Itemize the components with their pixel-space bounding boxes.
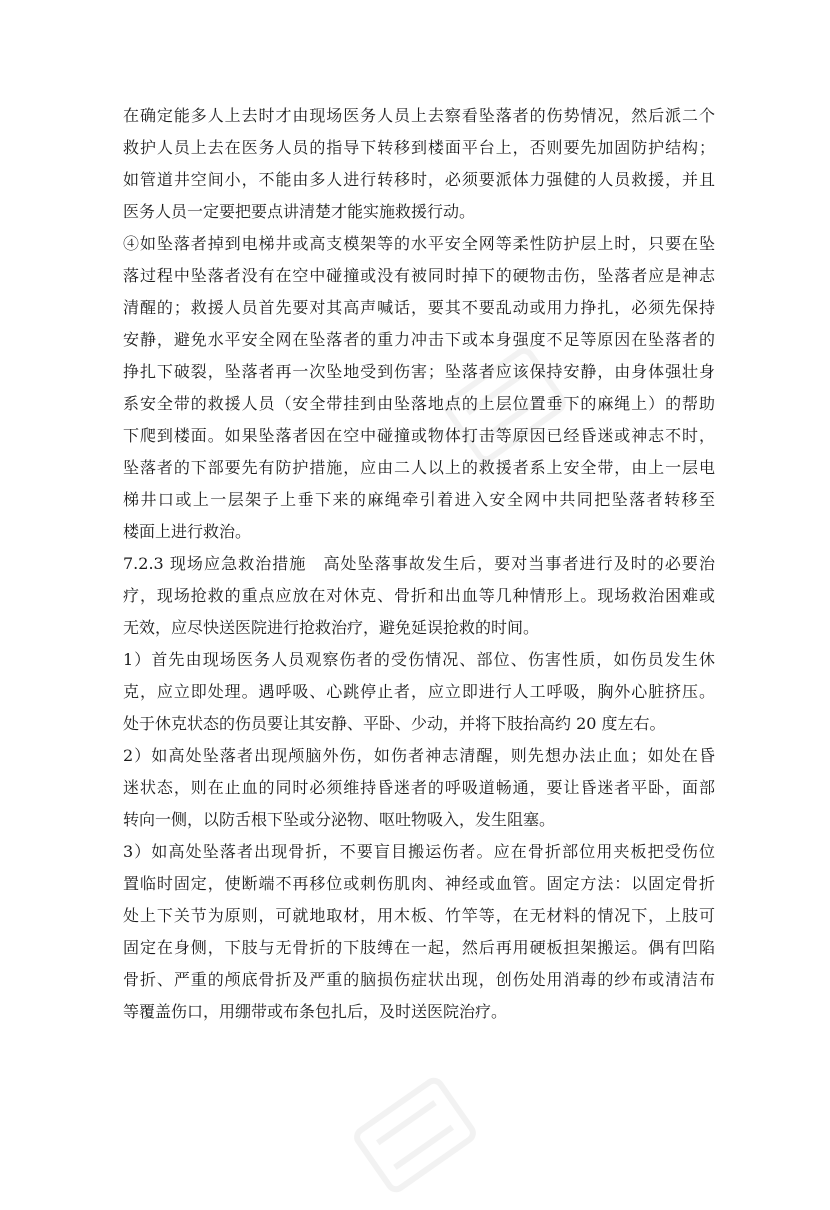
text-line: 在确定能多人上去时才由现场医务人员上去察看坠落者的伤势情况，然后派二个 — [123, 106, 715, 125]
text-line: 等覆盖伤口，用绷带或布条包扎后，及时送医院治疗。 — [123, 1002, 508, 1021]
text-line: 救护人员上去在医务人员的指导下转移到楼面平台上，否则要先加固防护结构； — [123, 138, 715, 157]
text-line: 无效，应尽快送医院进行抢救治疗，避免延误抢救的时间。 — [123, 618, 540, 637]
text-line: ④如坠落者掉到电梯井或高支模架等的水平安全网等柔性防护层上时，只要在坠 — [123, 234, 715, 253]
text-line: 处于休克状态的伤员要让其安静、平卧、少动，并将下肢抬高约 20 度左右。 — [123, 714, 666, 733]
text-line: 处上下关节为原则，可就地取材，用木板、竹竿等，在无材料的情况下，上肢可 — [123, 906, 715, 925]
text-line: 1）首先由现场医务人员观察伤者的受伤情况、部位、伤害性质，如伤员发生休 — [123, 650, 715, 669]
text-line: 转向一侧，以防舌根下坠或分泌物、呕吐物吸入，发生阻塞。 — [123, 810, 556, 829]
text-line: 落过程中坠落者没有在空中碰撞或没有被同时掉下的硬物击伤，坠落者应是神志 — [123, 266, 715, 285]
text-line: 迷状态，则在止血的同时必须维持昏迷者的呼吸道畅通，要让昏迷者平卧，面部 — [123, 778, 715, 797]
text-line: 7.2.3 现场应急救治措施 高处坠落事故发生后，要对当事者进行及时的必要治 — [123, 554, 715, 573]
text-line: 2）如高处坠落者出现颅脑外伤，如伤者神志清醒，则先想办法止血；如处在昏 — [123, 746, 715, 765]
text-line: 医务人员一定要把要点讲清楚才能实施救援行动。 — [123, 202, 476, 221]
text-line: 3）如高处坠落者出现骨折，不要盲目搬运伤者。应在骨折部位用夹板把受伤位 — [123, 842, 715, 861]
text-line: 置临时固定，使断端不再移位或刺伤肌肉、神经或血管。固定方法：以固定骨折 — [123, 874, 715, 893]
text-line: 清醒的；救援人员首先要对其高声喊话，要其不要乱动或用力挣扎，必须先保持 — [123, 298, 715, 317]
text-line: 固定在身侧，下肢与无骨折的下肢缚在一起，然后再用硬板担架搬运。偶有凹陷 — [123, 938, 715, 957]
text-line: 楼面上进行救治。 — [123, 522, 252, 541]
text-line: 疗，现场抢救的重点应放在对休克、骨折和出血等几种情形上。现场救治困难或 — [123, 586, 715, 605]
text-line: 挣扎下破裂，坠落者再一次坠地受到伤害；坠落者应该保持安静，由身体强壮身 — [123, 362, 715, 381]
text-line: 下爬到楼面。如果坠落者因在空中碰撞或物体打击等原因已经昏迷或神志不时， — [123, 426, 715, 445]
text-line: 如管道井空间小，不能由多人进行转移时，必须要派体力强健的人员救援，并且 — [123, 170, 715, 189]
watermark-stamp-icon — [340, 1060, 490, 1210]
text-line: 骨折、严重的颅底骨折及严重的脑损伤症状出现，创伤处用消毒的纱布或清洁布 — [123, 970, 715, 989]
text-line: 系安全带的救援人员（安全带挂到由坠落地点的上层位置垂下的麻绳上）的帮助 — [123, 394, 715, 413]
text-line: 梯井口或上一层架子上垂下来的麻绳牵引着进入安全网中共同把坠落者转移至 — [123, 490, 715, 509]
text-line: 克，应立即处理。遇呼吸、心跳停止者，应立即进行人工呼吸，胸外心脏挤压。 — [123, 682, 715, 701]
text-line: 坠落者的下部要先有防护措施，应由二人以上的救援者系上安全带，由上一层电 — [123, 458, 715, 477]
document-body — [123, 100, 715, 1028]
text-line: 安静，避免水平安全网在坠落者的重力冲击下或本身强度不足等原因在坠落者的 — [123, 330, 715, 349]
